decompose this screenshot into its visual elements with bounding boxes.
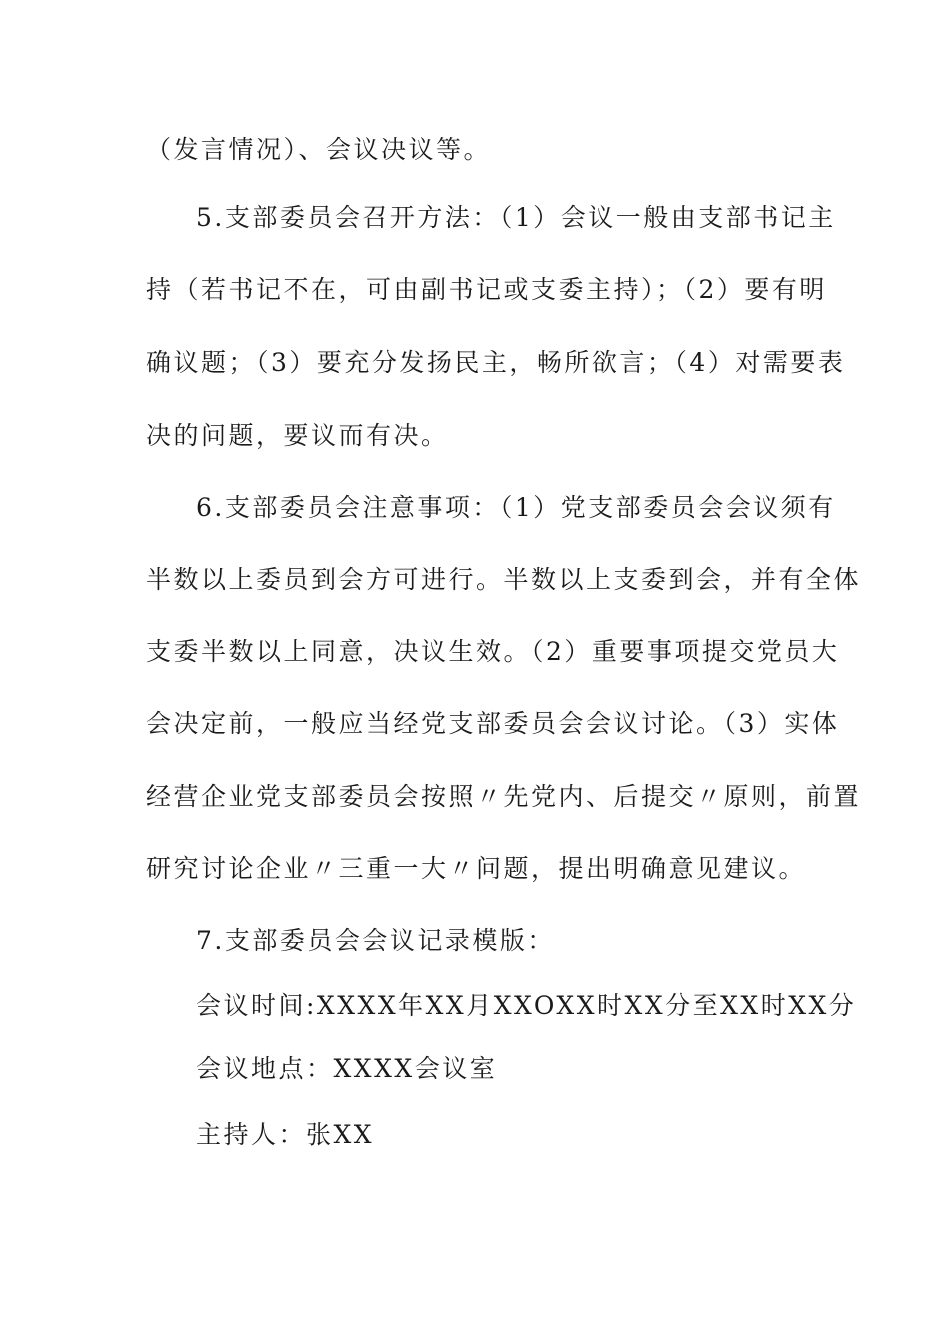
paragraph-line-9: 会决定前，一般应当经党支部委员会会议讨论。（3）实体 xyxy=(146,709,840,738)
section-5-heading-line: 5.支部委员会召开方法：（1）会议一般由支部书记主 xyxy=(196,203,836,232)
section-7-heading-line: 7.支部委员会会议记录模版： xyxy=(196,926,555,955)
paragraph-line-11: 研究讨论企业〃三重一大〃问题，提出明确意见建议。 xyxy=(146,854,807,883)
paragraph-line-5: 决的问题，要议而有决。 xyxy=(146,421,449,450)
meeting-host-line: 主持人：张XX xyxy=(196,1120,375,1149)
meeting-location-line: 会议地点：XXXX会议室 xyxy=(196,1054,498,1083)
paragraph-line-8: 支委半数以上同意，决议生效。（2）重要事项提交党员大 xyxy=(146,637,840,666)
paragraph-line-1: （发言情况）、会议决议等。 xyxy=(146,135,492,164)
paragraph-line-10: 经营企业党支部委员会按照〃先党内、后提交〃原则，前置 xyxy=(146,782,862,811)
meeting-time-line: 会议时间:XXXX年XX月XXOXX时XX分至XX时XX分 xyxy=(196,991,857,1020)
paragraph-line-3: 持（若书记不在，可由副书记或支委主持）；（2）要有明 xyxy=(146,275,827,304)
section-6-heading-line: 6.支部委员会注意事项：（1）党支部委员会会议须有 xyxy=(196,493,836,522)
paragraph-line-4: 确议题；（3）要充分发扬民主，畅所欲言；（4）对需要表 xyxy=(146,348,846,377)
paragraph-line-7: 半数以上委员到会方可进行。半数以上支委到会，并有全体 xyxy=(146,565,862,594)
